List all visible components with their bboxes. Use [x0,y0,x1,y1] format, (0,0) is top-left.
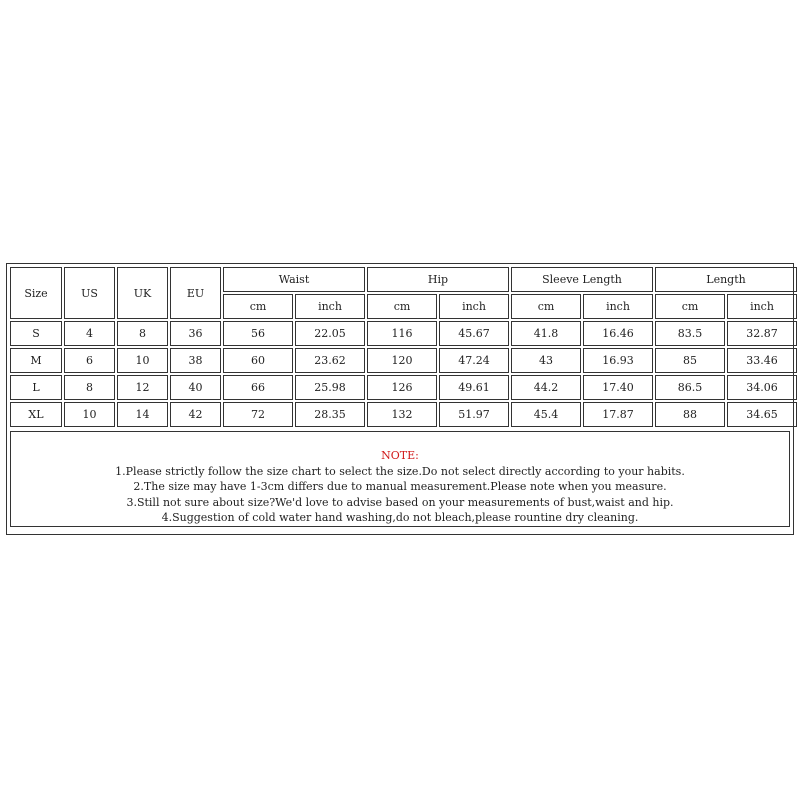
eu-cell: 38 [170,348,221,373]
hip-cm-cell: 132 [367,402,437,427]
sleeve-inch-cell: 17.40 [583,375,653,400]
size-cell: L [10,375,62,400]
note-title: NOTE: [381,449,419,462]
hip-cm-cell: 120 [367,348,437,373]
length-inch-cell: 34.06 [727,375,797,400]
note-line: 4.Suggestion of cold water hand washing,do not bleach,please rountine dry cleaning. [161,511,639,524]
length-inch-cell: 32.87 [727,321,797,346]
hip-inch-header: inch [439,294,509,319]
length-cm-cell: 85 [655,348,725,373]
sleeve-cm-cell: 43 [511,348,581,373]
length-header: Length [655,267,797,292]
waist-cm-cell: 72 [223,402,293,427]
waist-inch-cell: 28.35 [295,402,365,427]
waist-header: Waist [223,267,365,292]
us-header: US [64,267,115,319]
us-cell: 8 [64,375,115,400]
size-cell: XL [10,402,62,427]
hip-cm-header: cm [367,294,437,319]
table-row [10,402,797,427]
uk-cell: 10 [117,348,168,373]
waist-cm-header: cm [223,294,293,319]
hip-cm-cell: 126 [367,375,437,400]
us-cell: 6 [64,348,115,373]
note-box [10,431,790,527]
uk-cell: 12 [117,375,168,400]
note-line: 2.The size may have 1-3cm differs due to manual measurement.Please note when you measure. [133,480,667,493]
waist-cm-cell: 66 [223,375,293,400]
sleeve-length-header: Sleeve Length [511,267,653,292]
hip-inch-cell: 47.24 [439,348,509,373]
eu-cell: 42 [170,402,221,427]
sleeve-inch-cell: 16.46 [583,321,653,346]
sleeve-cm-cell: 45.4 [511,402,581,427]
length-inch-header: inch [727,294,797,319]
sleeve-cm-cell: 41.8 [511,321,581,346]
hip-cm-cell: 116 [367,321,437,346]
waist-cm-cell: 56 [223,321,293,346]
waist-cm-cell: 60 [223,348,293,373]
length-inch-cell: 34.65 [727,402,797,427]
length-inch-cell: 33.46 [727,348,797,373]
length-cm-cell: 88 [655,402,725,427]
length-cm-cell: 86.5 [655,375,725,400]
uk-cell: 8 [117,321,168,346]
hip-header: Hip [367,267,509,292]
waist-inch-header: inch [295,294,365,319]
us-cell: 10 [64,402,115,427]
size-chart [6,263,794,535]
sleeve-inch-cell: 16.93 [583,348,653,373]
header-row [10,267,797,292]
us-cell: 4 [64,321,115,346]
eu-cell: 40 [170,375,221,400]
eu-header: EU [170,267,221,319]
table-row [10,375,797,400]
waist-inch-cell: 23.62 [295,348,365,373]
sleeve-inch-cell: 17.87 [583,402,653,427]
eu-cell: 36 [170,321,221,346]
note-line: 1.Please strictly follow the size chart to select the size.Do not select directly according to your habits. [115,464,685,478]
hip-inch-cell: 49.61 [439,375,509,400]
note-line: 3.Still not sure about size?We'd love to advise based on your measurements of bust,waist and hip. [126,495,674,509]
waist-inch-cell: 22.05 [295,321,365,346]
sleeve-cm-cell: 44.2 [511,375,581,400]
size-header: Size [10,267,62,319]
uk-header: UK [117,267,168,319]
uk-cell: 14 [117,402,168,427]
length-cm-header: cm [655,294,725,319]
waist-inch-cell: 25.98 [295,375,365,400]
sleeve-inch-header: inch [583,294,653,319]
sleeve-cm-header: cm [511,294,581,319]
size-cell: S [10,321,62,346]
size-cell: M [10,348,62,373]
table-row [10,348,797,373]
size-table [8,265,799,429]
length-cm-cell: 83.5 [655,321,725,346]
hip-inch-cell: 45.67 [439,321,509,346]
hip-inch-cell: 51.97 [439,402,509,427]
table-row [10,321,797,346]
